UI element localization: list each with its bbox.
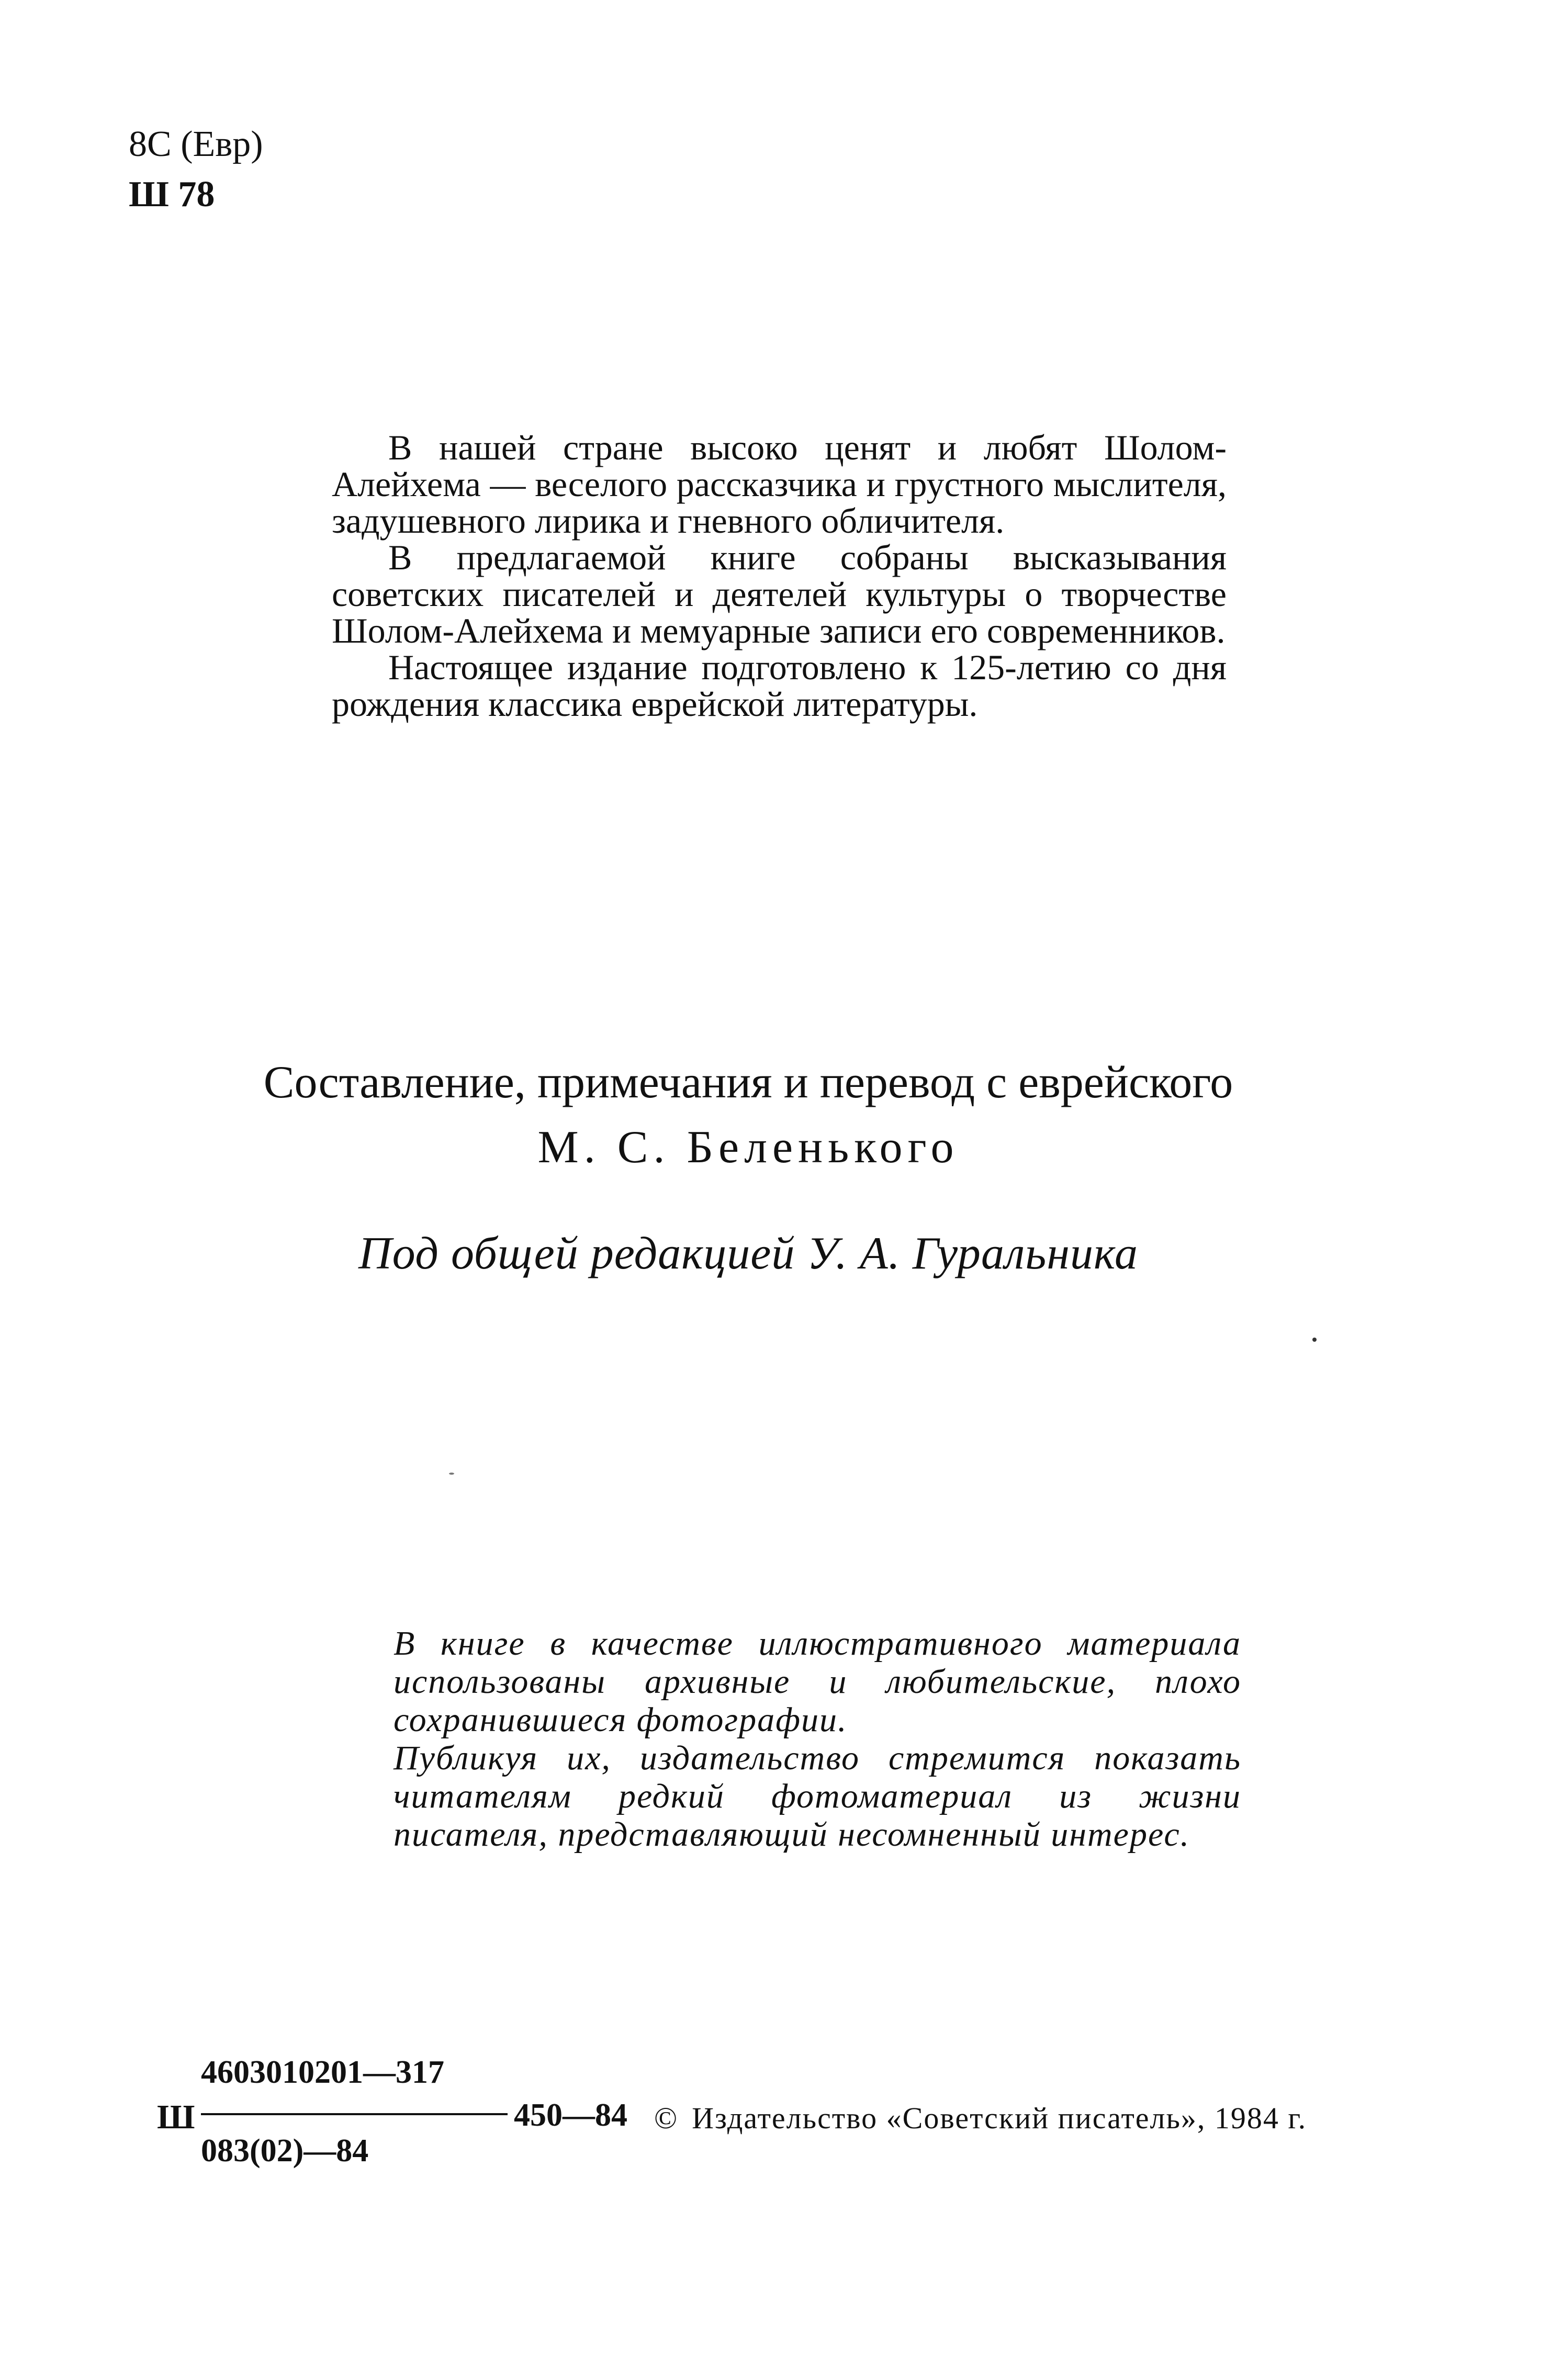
author-mark: Ш 78 — [129, 174, 215, 215]
imprint-order-number: 450—84 — [514, 2097, 627, 2133]
print-speck — [449, 1473, 454, 1475]
annotation-paragraph: В нашей стране высоко ценят и любят Шолом-Алейхема — веселого рассказчика и грустного мыслителя, задушевного лирика и гневного обличителя. — [332, 428, 1227, 541]
annotation-paragraph: В предлагаемой книге собраны высказывания советских писателей и деятелей культуры о творчестве Шолом-Алейхема и мемуарные записи его современников. — [332, 537, 1227, 650]
classification-code: 8С (Евр) — [129, 124, 263, 164]
note-paragraph: В книге в качестве иллюстративного материала использованы архивные и любительские, плохо сохранившиеся фотографии. — [394, 1624, 1241, 1739]
copyright-text: Издательство «Советский писатель», 1984 г. — [692, 2101, 1307, 2135]
annotation-paragraph: Настоящее издание подготовлено к 125-летию со дня рождения классика еврейской литературы. — [332, 647, 1227, 724]
illustrations-note — [394, 1624, 1241, 1854]
compiler-role: Составление, примечания и перевод с еврейского — [263, 1057, 1233, 1108]
credits-block — [178, 1052, 1319, 1285]
book-annotation — [332, 429, 1227, 722]
note-paragraph: Публикуя их, издательство стремится показать читателям редкий фотоматериал из жизни писателя, представляющий несомненный интерес. — [394, 1739, 1241, 1854]
copyright-icon: © — [654, 2101, 679, 2135]
print-speck — [1312, 1338, 1317, 1342]
imprint-index-letter: Ш — [157, 2098, 195, 2136]
editor-credit: Под общей редакцией У. А. Гуральника — [358, 1228, 1138, 1279]
library-classification — [129, 119, 263, 220]
imprint-denominator: 083(02)—84 — [201, 2133, 369, 2169]
copyright-line — [654, 2097, 1307, 2139]
imprint — [157, 2051, 1538, 2187]
fraction-line — [201, 2113, 508, 2115]
imprint-numerator: 4603010201—317 — [201, 2055, 444, 2090]
compiler-name: М. С. Беленького — [537, 1122, 959, 1173]
